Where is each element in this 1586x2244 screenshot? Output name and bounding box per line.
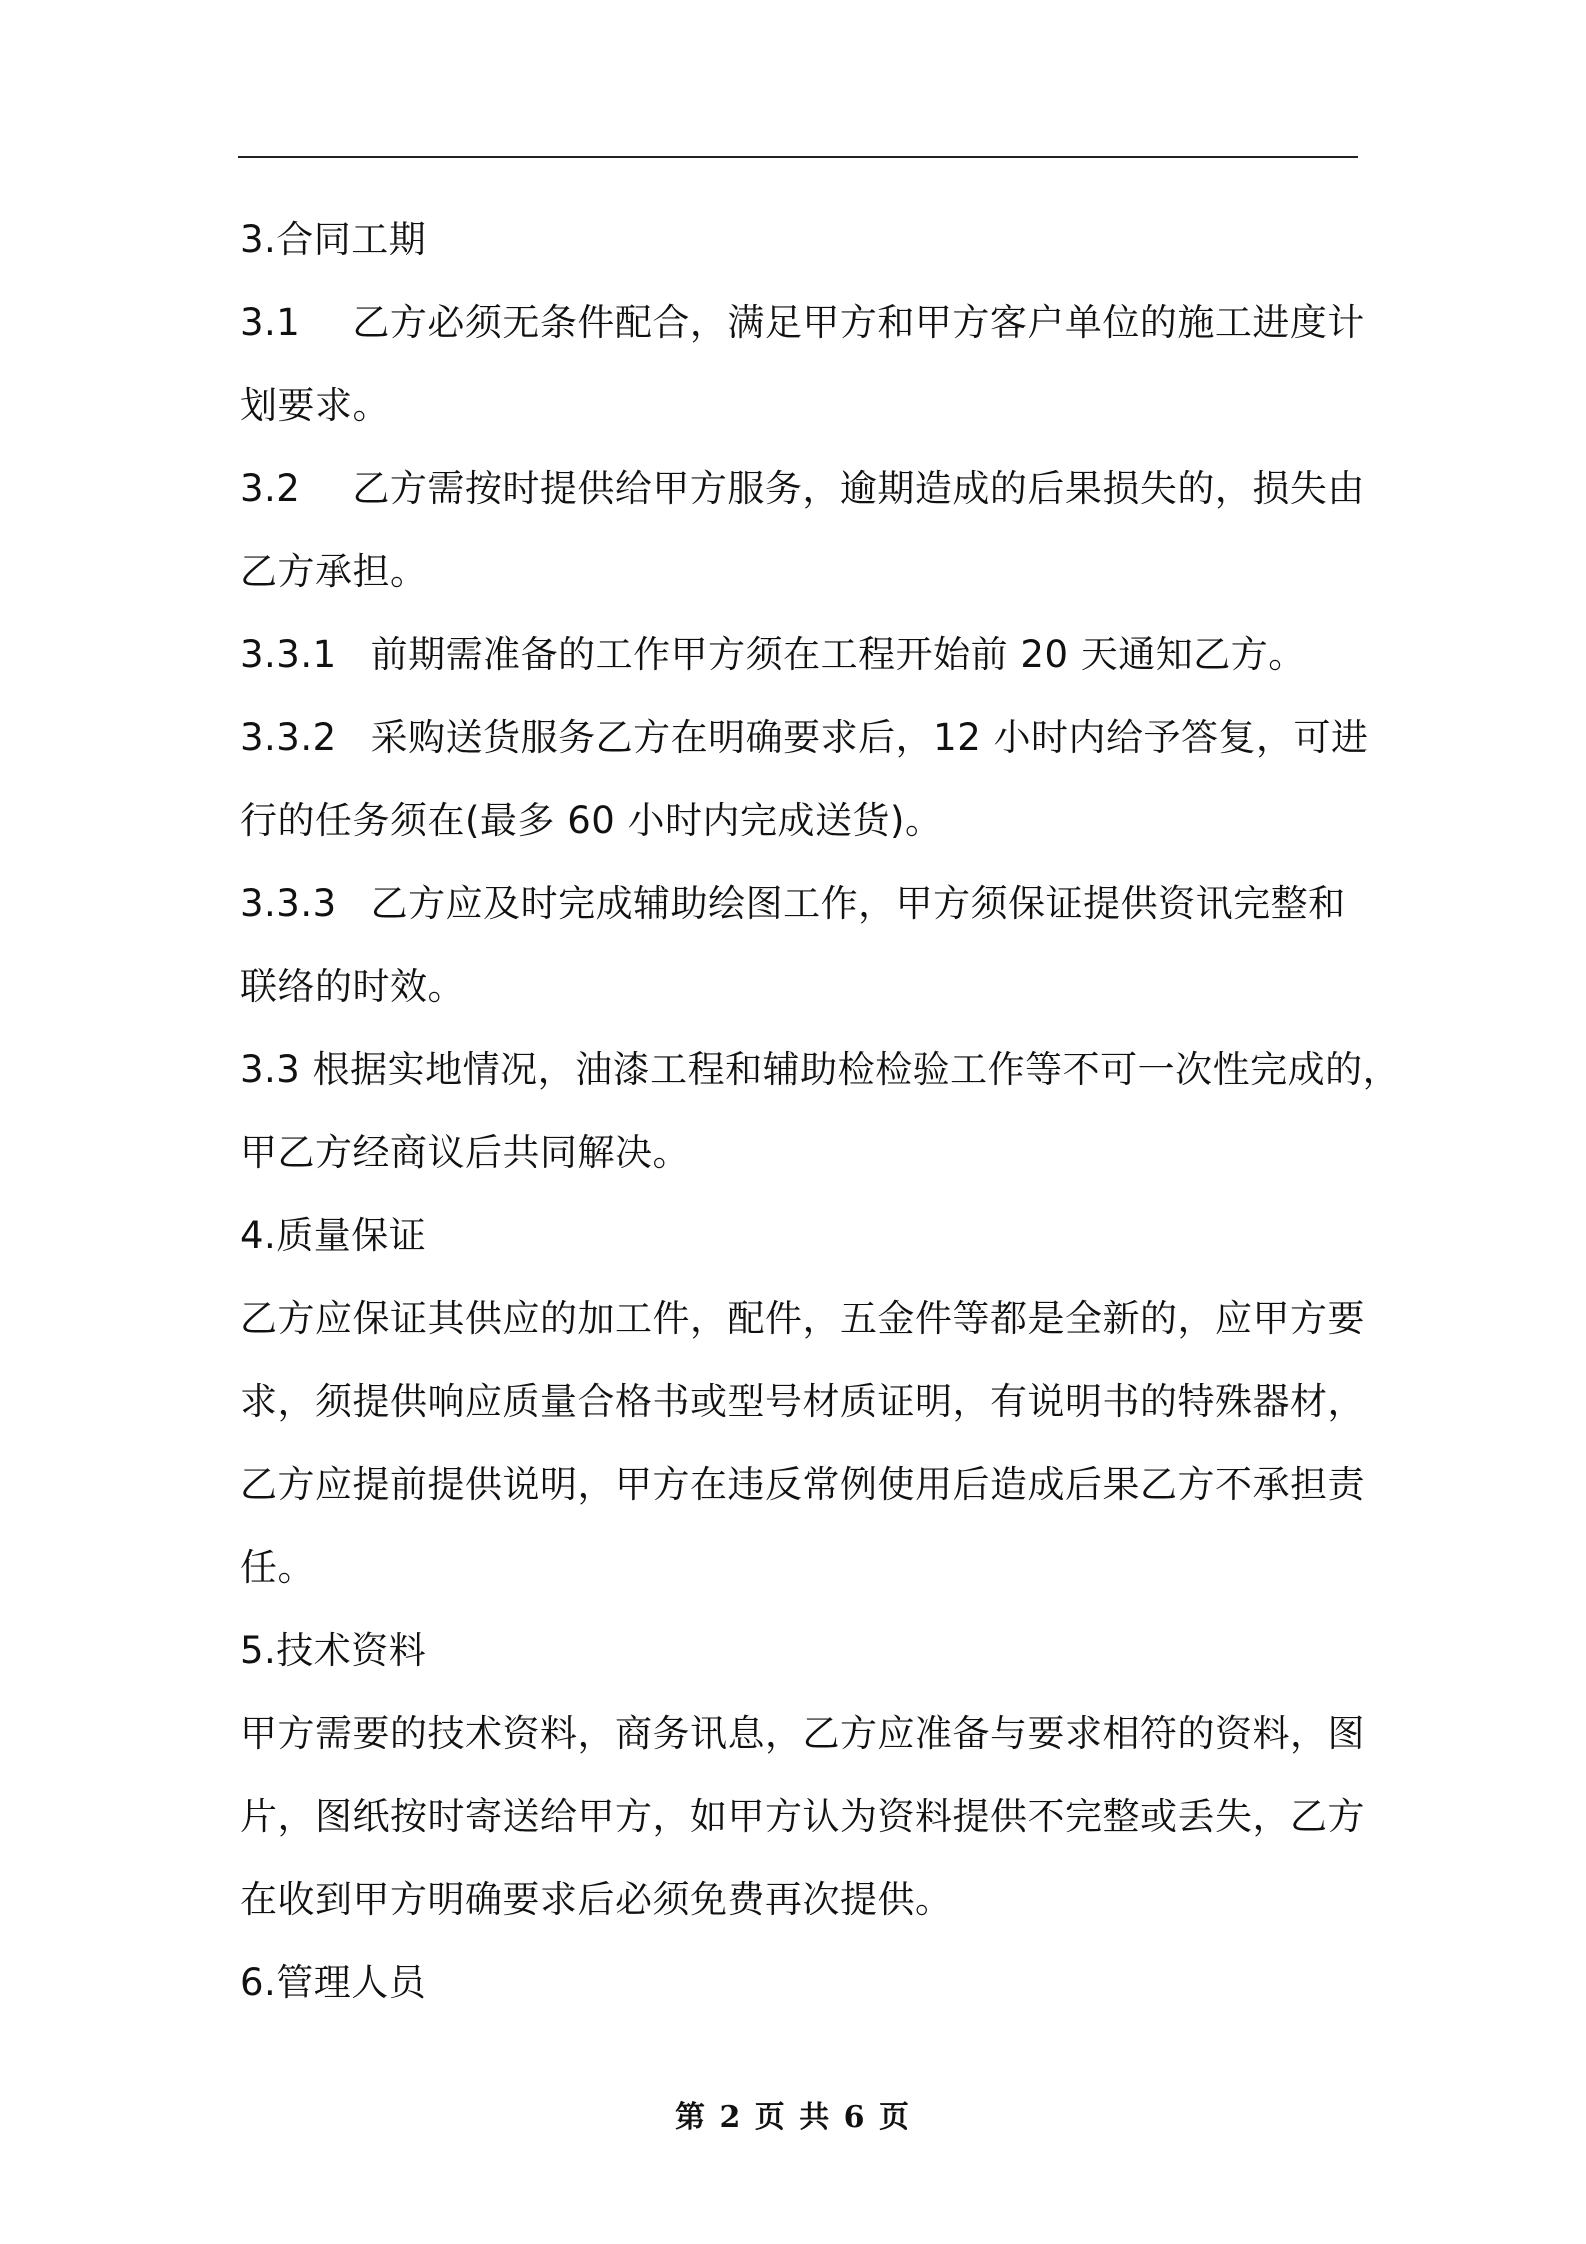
clause-3-3-3	[240, 862, 1360, 945]
paragraph-line: 乙方应提前提供说明，甲方在违反常例使用后造成后果乙方不承担责	[240, 1463, 1365, 1506]
header-rule	[238, 156, 1358, 158]
section-heading-quality-assurance: 4.质量保证	[240, 1214, 427, 1257]
paragraph-line: 乙方应保证其供应的加工件，配件，五金件等都是全新的，应甲方要	[240, 1297, 1365, 1340]
paragraph-line: 片，图纸按时寄送给甲方，如甲方认为资料提供不完整或丢失，乙方	[240, 1795, 1365, 1838]
paragraph-line: 划要求。	[240, 384, 390, 427]
clause-number: 3.3.3	[240, 882, 337, 925]
clause-3-1	[240, 281, 1365, 364]
clause-number: 3.3.2	[240, 716, 337, 759]
clause-text: 前期需准备的工作甲方须在工程开始前 20 天通知乙方。	[370, 633, 1306, 676]
paragraph-line: 甲方需要的技术资料，商务讯息，乙方应准备与要求相符的资料，图	[240, 1712, 1365, 1755]
clause-number: 3.3.1	[240, 633, 337, 676]
clause-text: 采购送货服务乙方在明确要求后，12 小时内给予答复，可进	[370, 716, 1369, 759]
clause-number: 3.2	[240, 467, 301, 510]
section-heading-contract-period: 3.合同工期	[240, 218, 427, 261]
clause-text: 乙方必须无条件配合，满足甲方和甲方客户单位的施工进度计	[352, 301, 1365, 344]
paragraph-line: 在收到甲方明确要求后必须免费再次提供。	[240, 1878, 953, 1921]
paragraph-line: 任。	[240, 1546, 315, 1589]
clause-3-3-2	[240, 696, 1369, 779]
clause-3-3: 3.3 根据实地情况，油漆工程和辅助检检验工作等不可一次性完成的，	[240, 1048, 1401, 1091]
document-body	[240, 198, 1401, 2024]
paragraph-line: 求，须提供响应质量合格书或型号材质证明，有说明书的特殊器材，	[240, 1380, 1365, 1423]
section-heading-technical-materials: 5.技术资料	[240, 1629, 427, 1672]
clause-number: 3.1	[240, 301, 301, 344]
section-heading-management-personnel: 6.管理人员	[240, 1961, 427, 2004]
paragraph-line: 甲乙方经商议后共同解决。	[240, 1131, 690, 1174]
clause-3-3-1	[240, 613, 1360, 696]
paragraph-line: 联络的时效。	[240, 965, 465, 1008]
paragraph-line: 乙方承担。	[240, 550, 428, 593]
clause-text: 乙方需按时提供给甲方服务，逾期造成的后果损失的，损失由	[352, 467, 1365, 510]
paragraph-line: 行的任务须在(最多 60 小时内完成送货)。	[240, 799, 943, 842]
page-number-footer: 第 2 页 共 6 页	[675, 2100, 911, 2135]
clause-text: 乙方应及时完成辅助绘图工作，甲方须保证提供资讯完整和	[370, 882, 1346, 925]
clause-3-2	[240, 447, 1365, 530]
